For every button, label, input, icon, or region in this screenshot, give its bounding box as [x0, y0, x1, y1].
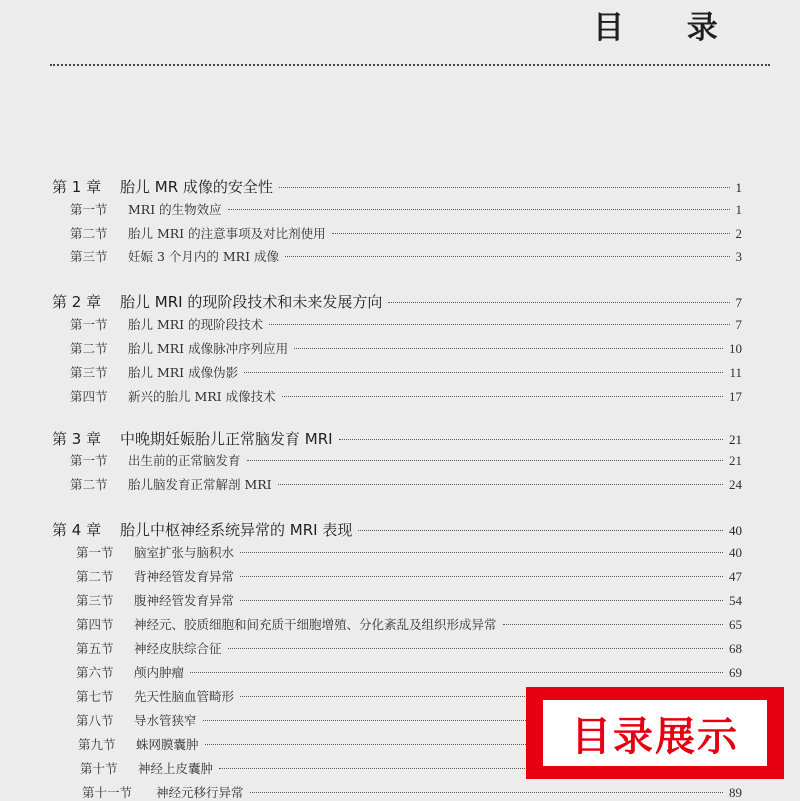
page-number: 89: [729, 785, 742, 800]
page-number: 68: [729, 641, 742, 656]
section-title: 胎儿 MRI 的现阶段技术: [128, 317, 264, 332]
toc-section-entry: [76, 639, 742, 657]
section-number: 第十节: [80, 761, 118, 776]
section-number: 第四节: [76, 617, 114, 632]
page-number: 69: [729, 665, 742, 680]
section-number: 第二节: [70, 226, 108, 241]
toc-section-entry: [70, 200, 742, 218]
section-number: 第九节: [78, 737, 116, 752]
dot-leader: [228, 209, 730, 210]
page-number: 10: [729, 341, 742, 356]
section-title: 神经元、胶质细胞和间充质干细胞增殖、分化紊乱及组织形成异常: [134, 617, 497, 632]
page-number: 24: [729, 477, 742, 492]
section-number: 第七节: [76, 689, 114, 704]
toc-section-entry: [70, 363, 742, 381]
toc-section-entry: [70, 451, 742, 469]
section-title: 胎儿脑发育正常解剖 MRI: [128, 477, 272, 492]
toc-section-entry: [82, 783, 742, 801]
watermark-stamp: [526, 687, 784, 779]
page-number: 2: [735, 226, 742, 241]
section-number: 第一节: [70, 453, 108, 468]
section-title: 神经元移行异常: [156, 785, 244, 800]
chapter-title: 胎儿 MR 成像的安全性: [120, 178, 273, 196]
dot-leader: [339, 439, 723, 440]
dot-leader: [269, 324, 729, 325]
page-number: 21: [729, 432, 742, 447]
dot-leader: [247, 460, 723, 461]
section-number: 第一节: [70, 317, 108, 332]
chapter-number: 第 3 章: [52, 430, 102, 448]
dot-leader: [285, 256, 730, 257]
page-number: 40: [729, 523, 742, 538]
section-title: 神经皮肤综合征: [134, 641, 222, 656]
dot-leader: [228, 648, 723, 649]
toc-chapter-entry: [52, 291, 742, 312]
page-number: 3: [735, 249, 742, 264]
section-title: 脑室扩张与脑积水: [134, 545, 235, 560]
page-number: 7: [735, 317, 742, 332]
page-title: 目 录: [593, 10, 744, 46]
toc-section-entry: [70, 315, 742, 333]
section-number: 第二节: [70, 477, 108, 492]
section-title: 妊娠 3 个月内的 MRI 成像: [128, 249, 279, 264]
toc-chapter-entry: [52, 176, 742, 197]
section-title: 胎儿 MRI 成像脉冲序列应用: [128, 341, 289, 356]
dot-leader: [278, 484, 723, 485]
dot-leader: [250, 792, 723, 793]
section-title: 胎儿 MRI 的注意事项及对比剂使用: [128, 226, 326, 241]
page-number: 47: [729, 569, 742, 584]
dot-leader: [358, 530, 723, 531]
chapter-title: 中晚期妊娠胎儿正常脑发育 MRI: [120, 430, 333, 448]
toc-section-entry: [76, 663, 742, 681]
section-number: 第十一节: [82, 785, 133, 800]
toc-section-entry: [76, 567, 742, 585]
page-number: 54: [729, 593, 742, 608]
section-title: 背神经管发育异常: [134, 569, 235, 584]
section-number: 第五节: [76, 641, 114, 656]
section-title: 颅内肿瘤: [134, 665, 185, 680]
section-number: 第二节: [76, 569, 114, 584]
chapter-number: 第 2 章: [52, 293, 102, 311]
page-number: 65: [729, 617, 742, 632]
section-number: 第三节: [70, 365, 108, 380]
dot-leader: [282, 396, 723, 397]
toc-section-entry: [70, 224, 742, 242]
page-number: 1: [735, 180, 742, 195]
dot-leader: [190, 672, 723, 673]
dot-leader: [332, 233, 730, 234]
dot-leader: [388, 302, 729, 303]
page-number: 7: [735, 295, 742, 310]
toc-section-entry: [70, 475, 742, 493]
dot-leader: [240, 600, 723, 601]
section-title: MRI 的生物效应: [128, 202, 222, 217]
chapter-title: 胎儿 MRI 的现阶段技术和未来发展方向: [120, 293, 383, 311]
section-number: 第八节: [76, 713, 114, 728]
section-title: 导水管狭窄: [134, 713, 197, 728]
dot-leader: [240, 552, 723, 553]
section-title: 蛛网膜囊肿: [136, 737, 199, 752]
section-number: 第三节: [70, 249, 108, 264]
page-number: 21: [729, 453, 742, 468]
section-number: 第一节: [76, 545, 114, 560]
toc-section-entry: [76, 615, 742, 633]
watermark-text: 目录展示: [571, 713, 739, 760]
toc-section-entry: [70, 339, 742, 357]
toc-section-entry: [76, 543, 742, 561]
section-number: 第六节: [76, 665, 114, 680]
dot-leader: [503, 624, 723, 625]
page-number: 11: [729, 365, 742, 380]
chapter-number: 第 4 章: [52, 521, 102, 539]
section-title: 新兴的胎儿 MRI 成像技术: [128, 389, 276, 404]
toc-section-entry: [70, 247, 742, 265]
section-number: 第二节: [70, 341, 108, 356]
dot-leader: [240, 576, 723, 577]
watermark-stamp-inner: [543, 700, 767, 766]
dot-leader: [294, 348, 723, 349]
section-title: 先天性脑血管畸形: [134, 689, 235, 704]
toc-section-entry: [70, 387, 742, 405]
section-title: 神经上皮囊肿: [138, 761, 214, 776]
page-number: 1: [735, 202, 742, 217]
toc-chapter-entry: [52, 519, 742, 540]
dot-leader: [244, 372, 723, 373]
chapter-number: 第 1 章: [52, 178, 102, 196]
section-title: 出生前的正常脑发育: [128, 453, 241, 468]
chapter-title: 胎儿中枢神经系统异常的 MRI 表现: [120, 521, 353, 539]
page-number: 17: [729, 389, 742, 404]
toc-section-entry: [76, 591, 742, 609]
page-number: 40: [729, 545, 742, 560]
section-number: 第四节: [70, 389, 108, 404]
toc-chapter-entry: [52, 428, 742, 449]
dot-leader: [279, 187, 730, 188]
section-number: 第三节: [76, 593, 114, 608]
section-number: 第一节: [70, 202, 108, 217]
section-title: 胎儿 MRI 成像伪影: [128, 365, 239, 380]
section-title: 腹神经管发育异常: [134, 593, 235, 608]
